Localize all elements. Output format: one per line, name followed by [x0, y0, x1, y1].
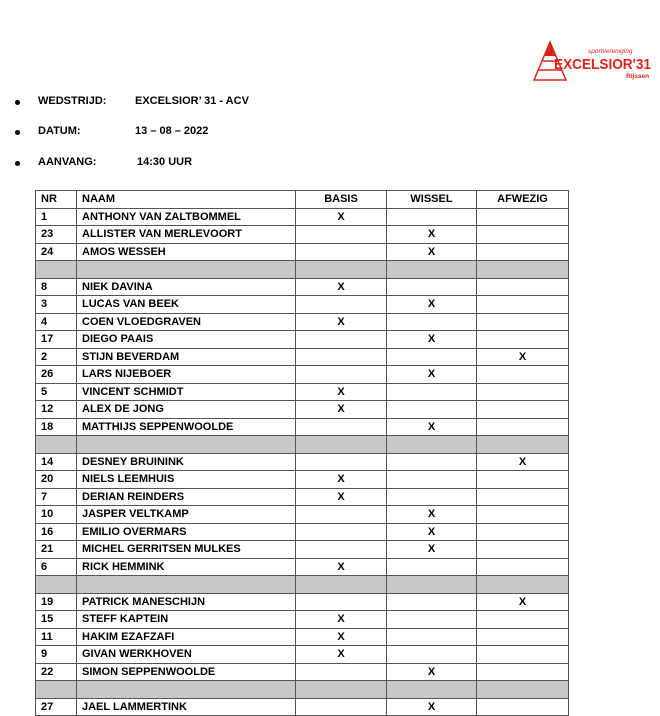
cell-afwezig — [477, 278, 569, 296]
cell-naam: ALEX DE JONG — [77, 401, 296, 419]
match-value: EXCELSIOR’ 31 - ACV — [135, 95, 249, 107]
cell-nr: 27 — [36, 698, 77, 716]
cell-afwezig — [477, 541, 569, 559]
table-body — [36, 208, 569, 716]
table-row — [36, 226, 569, 244]
header-basis: BASIS — [296, 191, 387, 209]
cell-basis — [296, 541, 387, 559]
spacer-cell — [477, 576, 569, 594]
cell-wissel — [387, 558, 477, 576]
table-row — [36, 366, 569, 384]
cell-afwezig — [477, 366, 569, 384]
table-row — [36, 296, 569, 314]
cell-basis: X — [296, 558, 387, 576]
cell-naam: HAKIM EZAFZAFI — [77, 628, 296, 646]
match-info-item — [0, 93, 660, 113]
cell-basis — [296, 698, 387, 716]
cell-wissel: X — [387, 226, 477, 244]
cell-nr: 10 — [36, 506, 77, 524]
logo-town: Rijssen — [626, 73, 650, 80]
cell-afwezig — [477, 488, 569, 506]
spacer-cell — [477, 261, 569, 279]
table-spacer-row — [36, 436, 569, 454]
cell-basis — [296, 523, 387, 541]
cell-afwezig — [477, 698, 569, 716]
cell-basis: X — [296, 646, 387, 664]
cell-basis: X — [296, 383, 387, 401]
cell-naam: LUCAS VAN BEEK — [77, 296, 296, 314]
cell-nr: 19 — [36, 593, 77, 611]
date-value: 13 – 08 – 2022 — [135, 125, 209, 137]
cell-naam: DERIAN REINDERS — [77, 488, 296, 506]
match-label: WEDSTRIJD: — [38, 95, 107, 107]
cell-basis — [296, 296, 387, 314]
cell-wissel — [387, 611, 477, 629]
cell-naam: MATTHIJS SEPPENWOOLDE — [77, 418, 296, 436]
cell-wissel: X — [387, 366, 477, 384]
cell-basis: X — [296, 401, 387, 419]
cell-nr: 14 — [36, 453, 77, 471]
cell-wissel — [387, 471, 477, 489]
cell-wissel — [387, 401, 477, 419]
cell-basis: X — [296, 313, 387, 331]
cell-basis — [296, 593, 387, 611]
table-row — [36, 628, 569, 646]
cell-wissel: X — [387, 418, 477, 436]
cell-nr: 11 — [36, 628, 77, 646]
cell-nr: 7 — [36, 488, 77, 506]
cell-wissel — [387, 453, 477, 471]
cell-afwezig — [477, 628, 569, 646]
cell-basis: X — [296, 488, 387, 506]
header-wissel: WISSEL — [387, 191, 477, 209]
spacer-cell — [36, 681, 77, 699]
table-header-row — [36, 191, 569, 209]
cell-wissel — [387, 383, 477, 401]
spacer-cell — [77, 261, 296, 279]
cell-naam: SIMON SEPPENWOOLDE — [77, 663, 296, 681]
table-row — [36, 523, 569, 541]
cell-nr: 4 — [36, 313, 77, 331]
cell-wissel: X — [387, 506, 477, 524]
cell-afwezig — [477, 558, 569, 576]
cell-wissel: X — [387, 243, 477, 261]
cell-naam: STIJN BEVERDAM — [77, 348, 296, 366]
cell-naam: ALLISTER VAN MERLEVOORT — [77, 226, 296, 244]
cell-naam: DESNEY BRUININK — [77, 453, 296, 471]
spacer-cell — [77, 436, 296, 454]
cell-basis: X — [296, 208, 387, 226]
cell-naam: PATRICK MANESCHIJN — [77, 593, 296, 611]
cell-basis — [296, 348, 387, 366]
spacer-cell — [477, 681, 569, 699]
table-row — [36, 506, 569, 524]
cell-basis — [296, 506, 387, 524]
cell-nr: 16 — [36, 523, 77, 541]
cell-basis — [296, 663, 387, 681]
cell-wissel: X — [387, 663, 477, 681]
kickoff-value: 14:30 UUR — [137, 156, 193, 168]
table-row — [36, 646, 569, 664]
cell-wissel — [387, 628, 477, 646]
cell-naam: NIELS LEEMHUIS — [77, 471, 296, 489]
cell-naam: JASPER VELTKAMP — [77, 506, 296, 524]
bullet-icon — [15, 130, 20, 135]
spacer-cell — [77, 576, 296, 594]
cell-afwezig — [477, 226, 569, 244]
cell-naam: DIEGO PAAIS — [77, 331, 296, 349]
cell-afwezig: X — [477, 453, 569, 471]
cell-nr: 6 — [36, 558, 77, 576]
cell-basis: X — [296, 611, 387, 629]
cell-nr: 15 — [36, 611, 77, 629]
table-row — [36, 401, 569, 419]
cell-naam: COEN VLOEDGRAVEN — [77, 313, 296, 331]
bullet-icon — [15, 161, 20, 166]
cell-wissel — [387, 348, 477, 366]
header-afwezig: AFWEZIG — [477, 191, 569, 209]
cell-wissel: X — [387, 523, 477, 541]
cell-basis — [296, 331, 387, 349]
cell-naam: NIEK DAVINA — [77, 278, 296, 296]
cell-wissel — [387, 646, 477, 664]
table-row — [36, 698, 569, 716]
table-row — [36, 348, 569, 366]
logo-top-text: sportvereniging — [588, 48, 633, 55]
bullet-icon — [15, 100, 20, 105]
cell-wissel — [387, 278, 477, 296]
table-row — [36, 331, 569, 349]
cell-basis: X — [296, 278, 387, 296]
cell-naam: VINCENT SCHMIDT — [77, 383, 296, 401]
spacer-cell — [296, 261, 387, 279]
kickoff-info-item — [0, 154, 660, 174]
cell-afwezig — [477, 471, 569, 489]
spacer-cell — [36, 436, 77, 454]
club-logo-graphic — [530, 40, 654, 84]
cell-nr: 12 — [36, 401, 77, 419]
cell-afwezig — [477, 243, 569, 261]
cell-afwezig — [477, 523, 569, 541]
cell-afwezig — [477, 663, 569, 681]
header-naam: NAAM — [77, 191, 296, 209]
cell-nr: 24 — [36, 243, 77, 261]
cell-nr: 23 — [36, 226, 77, 244]
cell-naam: AMOS WESSEH — [77, 243, 296, 261]
cell-wissel: X — [387, 296, 477, 314]
cell-wissel — [387, 593, 477, 611]
cell-basis: X — [296, 471, 387, 489]
table-row — [36, 488, 569, 506]
spacer-cell — [36, 261, 77, 279]
spacer-cell — [387, 436, 477, 454]
cell-nr: 20 — [36, 471, 77, 489]
cell-wissel: X — [387, 331, 477, 349]
cell-nr: 26 — [36, 366, 77, 384]
cell-nr: 21 — [36, 541, 77, 559]
cell-naam: GIVAN WERKHOVEN — [77, 646, 296, 664]
table-row — [36, 208, 569, 226]
spacer-cell — [387, 576, 477, 594]
cell-nr: 9 — [36, 646, 77, 664]
cell-wissel — [387, 208, 477, 226]
cell-nr: 5 — [36, 383, 77, 401]
date-info-item — [0, 123, 660, 143]
table-row — [36, 541, 569, 559]
cell-afwezig — [477, 506, 569, 524]
cell-naam: LARS NIJEBOER — [77, 366, 296, 384]
table-row — [36, 593, 569, 611]
cell-naam: RICK HEMMINK — [77, 558, 296, 576]
date-label: DATUM: — [38, 125, 81, 137]
table-spacer-row — [36, 261, 569, 279]
table-row — [36, 383, 569, 401]
spacer-cell — [296, 576, 387, 594]
cell-nr: 1 — [36, 208, 77, 226]
cell-wissel — [387, 313, 477, 331]
table-row — [36, 418, 569, 436]
table-row — [36, 558, 569, 576]
cell-afwezig — [477, 296, 569, 314]
cell-basis — [296, 418, 387, 436]
cell-naam: STEFF KAPTEIN — [77, 611, 296, 629]
logo-name: EXCELSIOR'31 — [554, 56, 651, 73]
kickoff-label: AANVANG: — [38, 156, 97, 168]
spacer-cell — [296, 436, 387, 454]
table-spacer-row — [36, 681, 569, 699]
cell-nr: 18 — [36, 418, 77, 436]
cell-naam: MICHEL GERRITSEN MULKES — [77, 541, 296, 559]
table-spacer-row — [36, 576, 569, 594]
cell-naam: JAEL LAMMERTINK — [77, 698, 296, 716]
cell-wissel: X — [387, 698, 477, 716]
cell-naam: ANTHONY VAN ZALTBOMMEL — [77, 208, 296, 226]
spacer-cell — [387, 681, 477, 699]
cell-nr: 8 — [36, 278, 77, 296]
cell-basis — [296, 453, 387, 471]
player-table — [35, 190, 569, 716]
cell-afwezig — [477, 646, 569, 664]
cell-afwezig — [477, 313, 569, 331]
cell-basis — [296, 226, 387, 244]
cell-naam: EMILIO OVERMARS — [77, 523, 296, 541]
cell-afwezig — [477, 383, 569, 401]
cell-afwezig — [477, 418, 569, 436]
table-row — [36, 611, 569, 629]
spacer-cell — [296, 681, 387, 699]
cell-afwezig: X — [477, 593, 569, 611]
spacer-cell — [77, 681, 296, 699]
cell-nr: 17 — [36, 331, 77, 349]
cell-afwezig — [477, 611, 569, 629]
table-row — [36, 278, 569, 296]
cell-nr: 3 — [36, 296, 77, 314]
cell-wissel — [387, 488, 477, 506]
spacer-cell — [387, 261, 477, 279]
cell-afwezig — [477, 208, 569, 226]
spacer-cell — [36, 576, 77, 594]
table-row — [36, 471, 569, 489]
club-logo — [530, 40, 654, 84]
cell-basis — [296, 366, 387, 384]
table-row — [36, 243, 569, 261]
cell-afwezig — [477, 401, 569, 419]
cell-nr: 22 — [36, 663, 77, 681]
table-row — [36, 663, 569, 681]
header-nr: NR — [36, 191, 77, 209]
table-row — [36, 453, 569, 471]
cell-wissel: X — [387, 541, 477, 559]
cell-basis: X — [296, 628, 387, 646]
cell-basis — [296, 243, 387, 261]
cell-afwezig: X — [477, 348, 569, 366]
cell-nr: 2 — [36, 348, 77, 366]
table-row — [36, 313, 569, 331]
cell-afwezig — [477, 331, 569, 349]
spacer-cell — [477, 436, 569, 454]
